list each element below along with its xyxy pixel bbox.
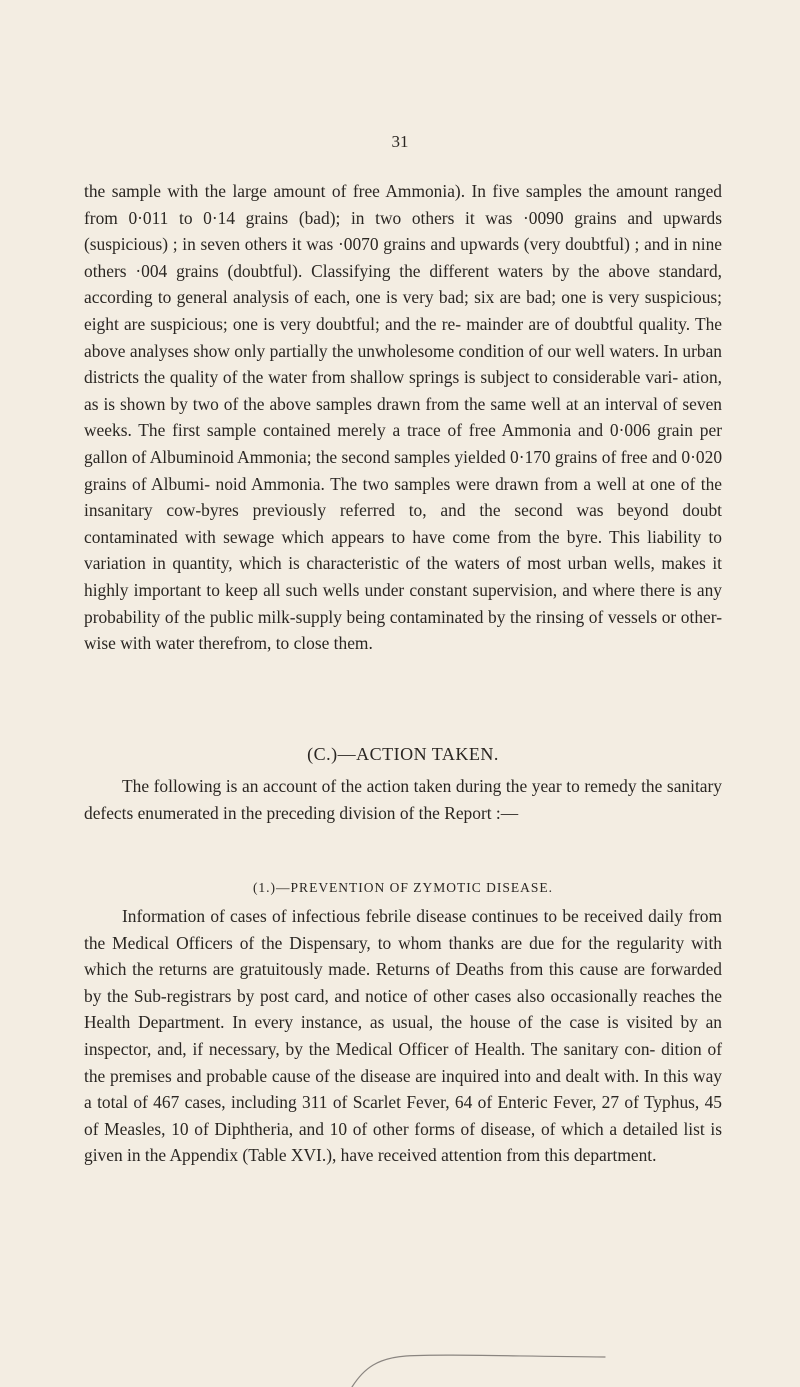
pencil-mark xyxy=(350,1332,610,1387)
section-heading-action-taken: (C.)—ACTION TAKEN. xyxy=(307,744,499,764)
paragraph-water-analysis: the sample with the large amount of free Ammonia). In five samples the amount ranged from 0·011 to 0·14 grains (bad); in two others it was ·0090 grains and upwards (suspicious) ; in seven others it was ·0070 grains and upwards (very doubtful) ; and in nine others ·004 grains (doubtful). Classifying the different waters by the above standard, according to general analysis of each, one is very bad; six are bad; one is very suspicious; eight are suspicious; one is very doubtful; and the re- mainder are of doubtful quality. The above analyses show only partially the unwholesome condition of our well waters. In urban districts the quality of the water from shallow springs is subject to considerable vari- ation, as is shown by two of the above samples drawn from the same well at an interval of seven weeks. The first sample contained merely a trace of free Ammonia and 0·006 grain per gallon of Albuminoid Ammonia; the second samples yielded 0·170 grains of free and 0·020 grains of Albumi- noid Ammonia. The two samples were drawn from a well at one of the insanitary cow-byres previously referred to, and the second was beyond doubt contaminated with sewage which appears to have come from the byre. This liability to variation in quantity, which is characteristic of the waters of most urban wells, makes it highly important to keep all such wells under constant supervision, and where there is any probability of the public milk-supply being contaminated by the rinsing of vessels or other- wise with water therefrom, to close them. xyxy=(84,181,723,654)
page-number: 31 xyxy=(391,132,409,151)
paragraph-prevention: Information of cases of infectious febrile disease continues to be received daily from the Medical Officers of the Dispensary, to whom thanks are due for the regularity with which the returns are gratuitously made. Returns of Deaths from this cause are forwarded by the Sub-registrars by post card, and notice of other cases also occasionally reaches the Health Department. In every instance, as usual, the house of the case is visited by an inspector, and, if necessary, by the Medical Officer of Health. The sanitary con- dition of the premises and probable cause of the disease are inquired into and dealt with. In this way a total of 467 cases, including 311 of Scarlet Fever, 64 of Enteric Fever, 27 of Typhus, 45 of Measles, 10 of Diphtheria, and 10 of other forms of disease, of which a detailed list is given in the Appendix (Table XVI.), have received attention from this department. xyxy=(84,906,722,1166)
section-heading-prevention: (1.)—PREVENTION OF ZYMOTIC DISEASE. xyxy=(252,880,554,895)
paragraph-action-intro: The following is an account of the action taken during the year to remedy the sanitary defects enumerated in the preceding division of the Report :— xyxy=(84,776,722,823)
